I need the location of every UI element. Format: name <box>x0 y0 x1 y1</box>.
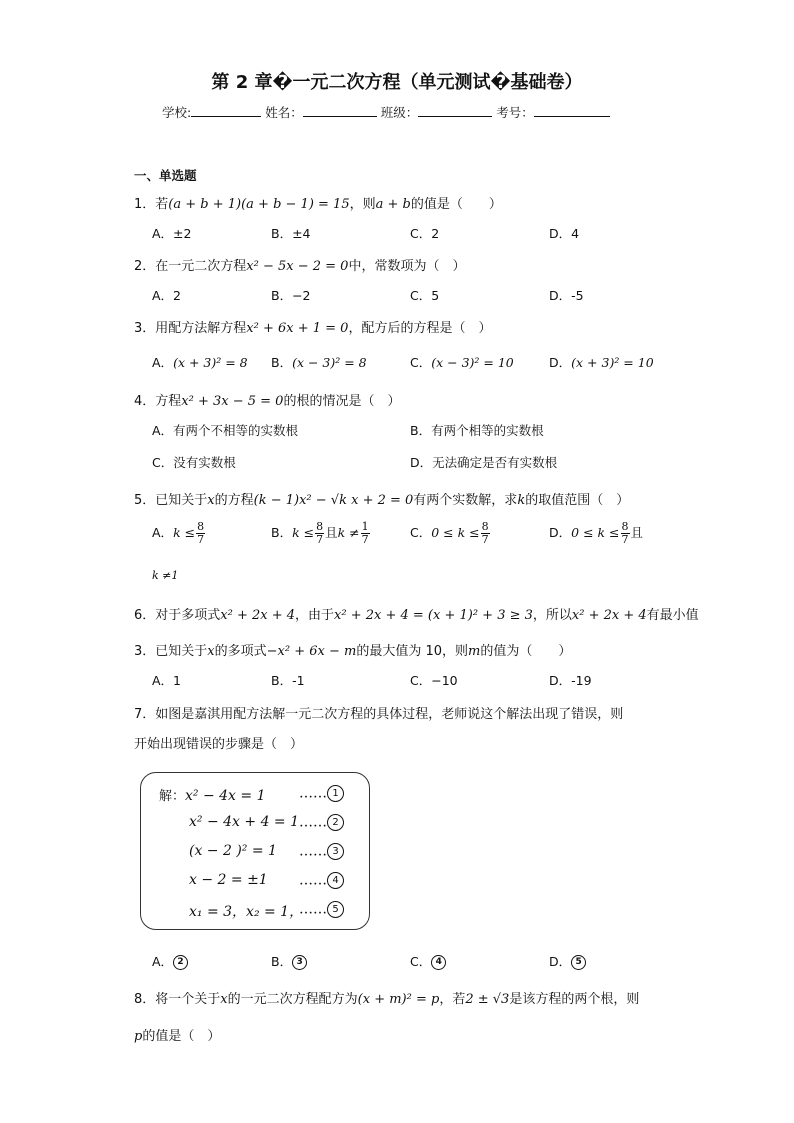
option-a[interactable]: A．2 <box>152 288 182 303</box>
fraction-denominator: 7 <box>316 533 324 546</box>
question-text: 的值为（ ） <box>480 644 572 659</box>
fraction-denominator: 7 <box>361 533 369 546</box>
math-variable: x <box>220 992 228 1007</box>
math-variable: p <box>134 1029 143 1044</box>
option-c[interactable] <box>410 521 491 546</box>
question-text: 有两个实数解，求 <box>413 493 518 508</box>
option-label: A． <box>152 954 174 969</box>
option-label: A． <box>152 355 174 370</box>
step-marker-4 <box>299 872 344 889</box>
option-b[interactable] <box>271 952 307 970</box>
section-heading: 一、单选题 <box>134 168 197 183</box>
dots: …… <box>299 843 327 860</box>
option-c[interactable]: C．−10 <box>410 673 458 688</box>
number-label: 考号： <box>496 105 534 120</box>
math-expression: k ≠ <box>337 525 360 540</box>
option-label: C． <box>410 954 432 969</box>
circled-number-icon: 2 <box>173 955 188 970</box>
question-text: 的一元二次方程配方为 <box>227 992 358 1007</box>
question-text: 已知关于 <box>155 493 208 508</box>
option-label: A． <box>152 525 174 540</box>
question-number: 6． <box>134 608 156 623</box>
math-variable: m <box>468 644 481 659</box>
option-label: B． <box>271 525 293 540</box>
question-text: 已知关于 <box>155 644 208 659</box>
circled-number-icon: 3 <box>327 843 344 860</box>
question-text: 在一元二次方程 <box>155 259 247 274</box>
math-expression: x² + 2x + 4 <box>571 608 647 623</box>
math-expression: x² − 4x + 4 = 1 <box>189 814 300 830</box>
school-label: 学校: <box>162 105 192 120</box>
student-info-line <box>162 103 614 121</box>
question-4 <box>134 390 400 409</box>
solution-step-2 <box>189 814 299 830</box>
question-5 <box>134 489 629 508</box>
question-text: 的最大值为 10，则 <box>356 644 469 659</box>
question-number: 4． <box>134 394 156 409</box>
math-variable: k <box>517 493 526 508</box>
math-expression: (k − 1)x² − √k x + 2 = 0 <box>253 493 414 508</box>
option-d[interactable] <box>549 521 643 546</box>
option-b[interactable]: B．有两个相等的实数根 <box>410 423 544 438</box>
fraction-numerator: 8 <box>316 520 324 533</box>
circled-number-icon: 1 <box>327 785 344 802</box>
option-label: D． <box>549 954 572 969</box>
math-expression: k ≤ <box>292 525 315 540</box>
question-text: 的值是（ ） <box>142 1029 221 1044</box>
math-expression: −x² + 6x − m <box>266 644 357 659</box>
question-3b <box>134 640 571 659</box>
option-a[interactable]: A．±2 <box>152 226 192 241</box>
question-text: 中，常数项为（ ） <box>348 259 466 274</box>
step-marker-2 <box>299 814 344 831</box>
question-text: 的根的情况是（ ） <box>283 394 401 409</box>
circled-number-icon: 2 <box>327 814 344 831</box>
question-text: 对于多项式 <box>155 608 221 623</box>
question-text: 的方程 <box>214 493 254 508</box>
school-blank <box>191 103 261 117</box>
question-text: ，则 <box>349 197 376 212</box>
solution-box <box>140 772 370 930</box>
question-text: ，所以 <box>532 608 572 623</box>
option-d[interactable]: D．-5 <box>549 288 584 303</box>
math-expression: a + b <box>375 197 411 212</box>
fraction-numerator: 8 <box>197 520 205 533</box>
question-number: 3． <box>134 644 156 659</box>
question-3 <box>134 317 491 336</box>
question-text: 用配方法解方程 <box>155 321 247 336</box>
dots: …… <box>299 872 327 889</box>
solution-step-4 <box>189 872 268 888</box>
math-expression: (a + b + 1)(a + b − 1) = 15 <box>168 197 350 212</box>
fraction <box>361 521 370 546</box>
name-blank <box>303 103 377 117</box>
math-expression: 0 ≤ k ≤ <box>571 525 620 540</box>
question-1 <box>134 193 502 212</box>
option-a[interactable] <box>152 952 188 970</box>
math-expression: 2 ± √3 <box>465 992 510 1007</box>
question-number: 8． <box>134 992 156 1007</box>
option-c[interactable]: C．2 <box>410 226 440 241</box>
fraction <box>196 521 205 546</box>
question-text: ，若 <box>439 992 466 1007</box>
question-6 <box>134 604 699 623</box>
step-marker-5 <box>299 901 344 918</box>
page-title: 第 2 章�一元二次方程（单元测试�基础卷） <box>211 72 583 93</box>
option-d[interactable]: D．-19 <box>549 673 592 688</box>
question-number: 7． <box>134 707 156 722</box>
question-8-line2 <box>134 1025 220 1044</box>
question-text: 有最小值 <box>646 608 699 623</box>
option-d[interactable]: D．无法确定是否有实数根 <box>410 455 558 470</box>
step-marker-3 <box>299 843 344 860</box>
math-expression: 0 ≤ k ≤ <box>431 525 480 540</box>
fraction-denominator: 7 <box>197 533 205 546</box>
question-number: 3． <box>134 321 156 336</box>
option-b[interactable] <box>271 353 367 371</box>
option-a[interactable] <box>152 353 248 371</box>
math-expression: x² + 6x + 1 = 0 <box>246 321 349 336</box>
math-expression: (x + 3)² = 8 <box>173 355 248 370</box>
fraction-numerator: 8 <box>481 520 489 533</box>
question-7 <box>134 703 623 722</box>
name-label: 姓名： <box>265 105 303 120</box>
circled-number-icon: 4 <box>431 955 446 970</box>
option-c[interactable]: C．没有实数根 <box>152 455 236 470</box>
circled-number-icon: 3 <box>292 955 307 970</box>
math-expression: x² + 2x + 4 = (x + 1)² + 3 ≥ 3 <box>334 608 533 623</box>
question-text: ，由于 <box>295 608 335 623</box>
question-8 <box>134 988 639 1007</box>
circled-number-icon: 5 <box>327 901 344 918</box>
question-text: 方程 <box>155 394 182 409</box>
option-b[interactable]: B．-1 <box>271 673 305 688</box>
option-b[interactable]: B．−2 <box>271 288 311 303</box>
fraction-numerator: 8 <box>621 520 629 533</box>
circled-number-icon: 5 <box>571 955 586 970</box>
option-label: C． <box>410 525 432 540</box>
question-number: 1． <box>134 197 156 212</box>
option-label: B． <box>271 355 293 370</box>
option-c[interactable] <box>410 353 514 371</box>
dots: …… <box>299 901 327 918</box>
question-text: 的取值范围（ ） <box>525 493 630 508</box>
question-text: 的值是（ ） <box>410 197 502 212</box>
question-text: 如图是嘉淇用配方法解一元二次方程的具体过程，老师说这个解法出现了错误，则 <box>155 707 624 722</box>
question-text: 将一个关于 <box>155 992 221 1007</box>
solution-step-5 <box>189 901 303 921</box>
option-b[interactable] <box>271 521 371 546</box>
fraction <box>481 521 490 546</box>
question-text: 若 <box>155 197 169 212</box>
math-expression: (x + m)² = p <box>357 992 440 1007</box>
fraction <box>621 521 630 546</box>
option-d[interactable] <box>549 952 586 970</box>
math-expression: k ≤ <box>173 525 196 540</box>
step-marker-1 <box>299 785 344 802</box>
option-d[interactable]: D．4 <box>549 226 580 241</box>
fraction <box>315 521 324 546</box>
math-expression: x² + 3x − 5 = 0 <box>181 394 284 409</box>
math-variable: x <box>207 493 215 508</box>
question-7-line2: 开始出现错误的步骤是（ ） <box>134 737 304 752</box>
option-c[interactable]: C．5 <box>410 288 440 303</box>
solution-step-3 <box>189 843 277 859</box>
option-a[interactable]: A．有两个不相等的实数根 <box>152 423 299 438</box>
dots: …… <box>299 785 327 802</box>
question-text: ，配方后的方程是（ ） <box>348 321 492 336</box>
math-expression: (x + 3)² = 10 <box>571 355 654 370</box>
question-text: 的多项式 <box>214 644 267 659</box>
math-expression: (x − 3)² = 8 <box>292 355 367 370</box>
fraction-numerator: 1 <box>361 520 369 533</box>
option-a[interactable] <box>152 521 206 546</box>
option-d-continuation: k ≠1 <box>152 569 179 582</box>
math-expression: (x − 2 )² = 1 <box>189 843 277 859</box>
math-expression: x² − 4x = 1 <box>185 788 266 804</box>
math-expression: x² − 5x − 2 = 0 <box>246 259 349 274</box>
question-text: 且 <box>325 525 338 540</box>
math-expression: x₁ = 3，x₂ = 1， <box>189 904 304 920</box>
option-label: C． <box>410 355 432 370</box>
math-expression: x − 2 = ±1 <box>189 872 268 888</box>
question-text: 且 <box>630 525 644 540</box>
dots: …… <box>299 814 327 831</box>
option-d[interactable] <box>549 353 654 371</box>
option-label: D． <box>549 355 572 370</box>
question-2 <box>134 255 465 274</box>
math-expression: (x − 3)² = 10 <box>431 355 514 370</box>
class-blank <box>418 103 492 117</box>
fraction-denominator: 7 <box>481 533 489 546</box>
question-number: 5． <box>134 493 156 508</box>
option-a[interactable]: A．1 <box>152 673 182 688</box>
solution-prefix: 解： <box>159 789 186 804</box>
math-expression: x² + 2x + 4 <box>220 608 296 623</box>
option-label: B． <box>271 954 293 969</box>
fraction-denominator: 7 <box>621 533 629 546</box>
question-text: 是该方程的两个根，则 <box>509 992 640 1007</box>
option-b[interactable]: B．±4 <box>271 226 311 241</box>
math-variable: x <box>207 644 215 659</box>
option-c[interactable] <box>410 952 446 970</box>
solution-step-1 <box>159 785 266 804</box>
option-label: D． <box>549 525 572 540</box>
circled-number-icon: 4 <box>327 872 344 889</box>
question-number: 2． <box>134 259 156 274</box>
class-label: 班级： <box>380 105 419 120</box>
number-blank <box>534 103 610 117</box>
